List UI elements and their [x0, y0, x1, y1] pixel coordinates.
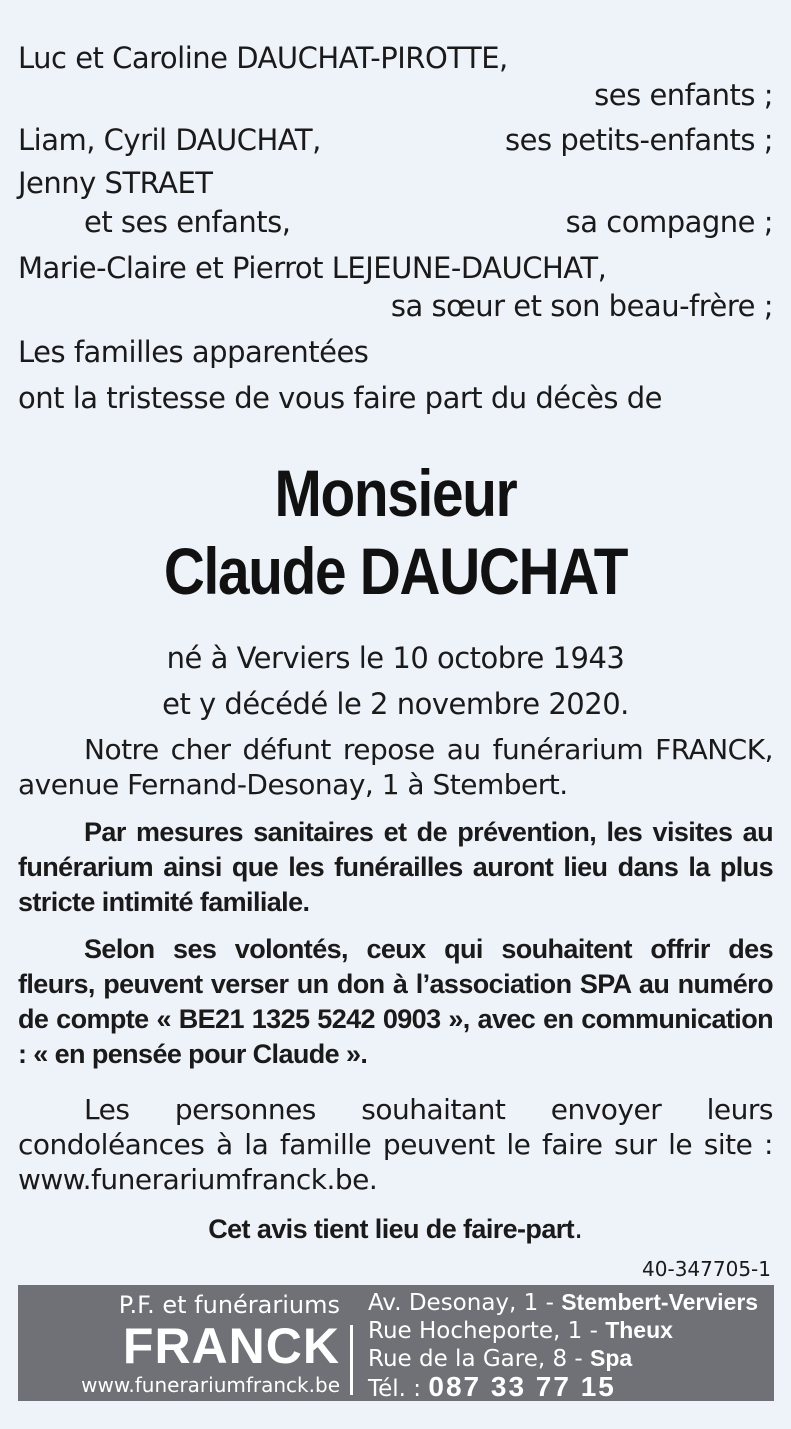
repose-text: Notre cher défunt repose au funérarium FRANCK, avenue Fernand-Desonay, 1 à Stembert.: [18, 733, 773, 801]
address-stembert: [368, 1289, 758, 1317]
family-line-grandchildren-names: Liam, Cyril DAUCHAT,: [18, 123, 321, 157]
sanitary-text: Par mesures sanitaires et de prévention, les visites au funérarium ainsi que les funérailles auront lieu dans la plus stricte intimité familiale.: [18, 817, 773, 917]
funeral-home-subtitle: P.F. et funérariums: [118, 1291, 340, 1319]
repose-paragraph: [18, 732, 773, 802]
family-line-relatives: Les familles apparentées: [18, 335, 369, 369]
address-theux-city: Theux: [605, 1317, 673, 1343]
phone-number[interactable]: 087 33 77 15: [428, 1371, 616, 1402]
flowers-paragraph: [18, 932, 773, 1072]
family-role-grandchildren: ses petits-enfants ;: [505, 123, 773, 157]
family-line-companion-name: Jenny STRAET: [18, 166, 213, 200]
address-spa-city: Spa: [590, 1345, 633, 1371]
notice-end: .: [574, 1211, 583, 1245]
family-line-sister-names: Marie-Claire et Pierrot LEJEUNE-DAUCHAT,: [18, 251, 607, 285]
condolences-paragraph: [18, 1092, 773, 1197]
family-line-companion-children: et ses enfants,: [84, 205, 291, 239]
sanitary-paragraph: [18, 815, 773, 920]
phone-label: Tél. :: [368, 1376, 429, 1402]
announcement-line: ont la tristesse de vous faire part du décès de: [18, 381, 662, 415]
family-role-sister: sa sœur et son beau-frère ;: [390, 289, 773, 323]
birth-line: né à Verviers le 10 octobre 1943: [166, 641, 625, 675]
deceased-title: Monsieur: [274, 456, 517, 530]
address-theux-street: Rue Hocheporte, 1 -: [368, 1318, 606, 1344]
family-line-children-names: Luc et Caroline DAUCHAT-PIROTTE,: [18, 41, 508, 75]
notice-text: Cet avis tient lieu de faire-part: [208, 1214, 575, 1244]
funeral-home-brand: FRANCK: [122, 1318, 340, 1374]
funeral-home-identity: [18, 1285, 340, 1401]
family-role-children: ses enfants ;: [594, 78, 773, 112]
address-stembert-city: Stembert-Verviers: [561, 1289, 759, 1315]
address-spa-street: Rue de la Gare, 8 -: [368, 1346, 591, 1372]
address-theux: [368, 1317, 758, 1345]
family-role-companion: sa compagne ;: [565, 205, 773, 239]
phone-line: [368, 1373, 758, 1403]
notice-line: [0, 1210, 791, 1247]
address-spa: [368, 1345, 758, 1373]
funeral-home-addresses: [368, 1289, 758, 1403]
funeral-home-website[interactable]: www.funerariumfranck.be: [81, 1373, 340, 1397]
death-line: et y décédé le 2 novembre 2020.: [162, 687, 629, 721]
condolences-text: Les personnes souhaitant envoyer leurs condoléances à la famille peuvent le faire sur le site : www.funerariumfranck.be.: [18, 1093, 773, 1196]
address-stembert-street: Av. Desonay, 1 -: [368, 1290, 562, 1316]
footer-divider: [350, 1325, 353, 1395]
funeral-home-banner: [18, 1285, 774, 1401]
flowers-text: Selon ses volontés, ceux qui souhaitent offrir des fleurs, peuvent verser un don à l’association SPA au numéro de compte « BE21 1325 5242 0903 », avec en communication : « en pensée pour Claude ».: [18, 934, 773, 1069]
reference-number: 40-347705-1: [642, 1257, 771, 1281]
deceased-name: Claude DAUCHAT: [163, 534, 628, 608]
